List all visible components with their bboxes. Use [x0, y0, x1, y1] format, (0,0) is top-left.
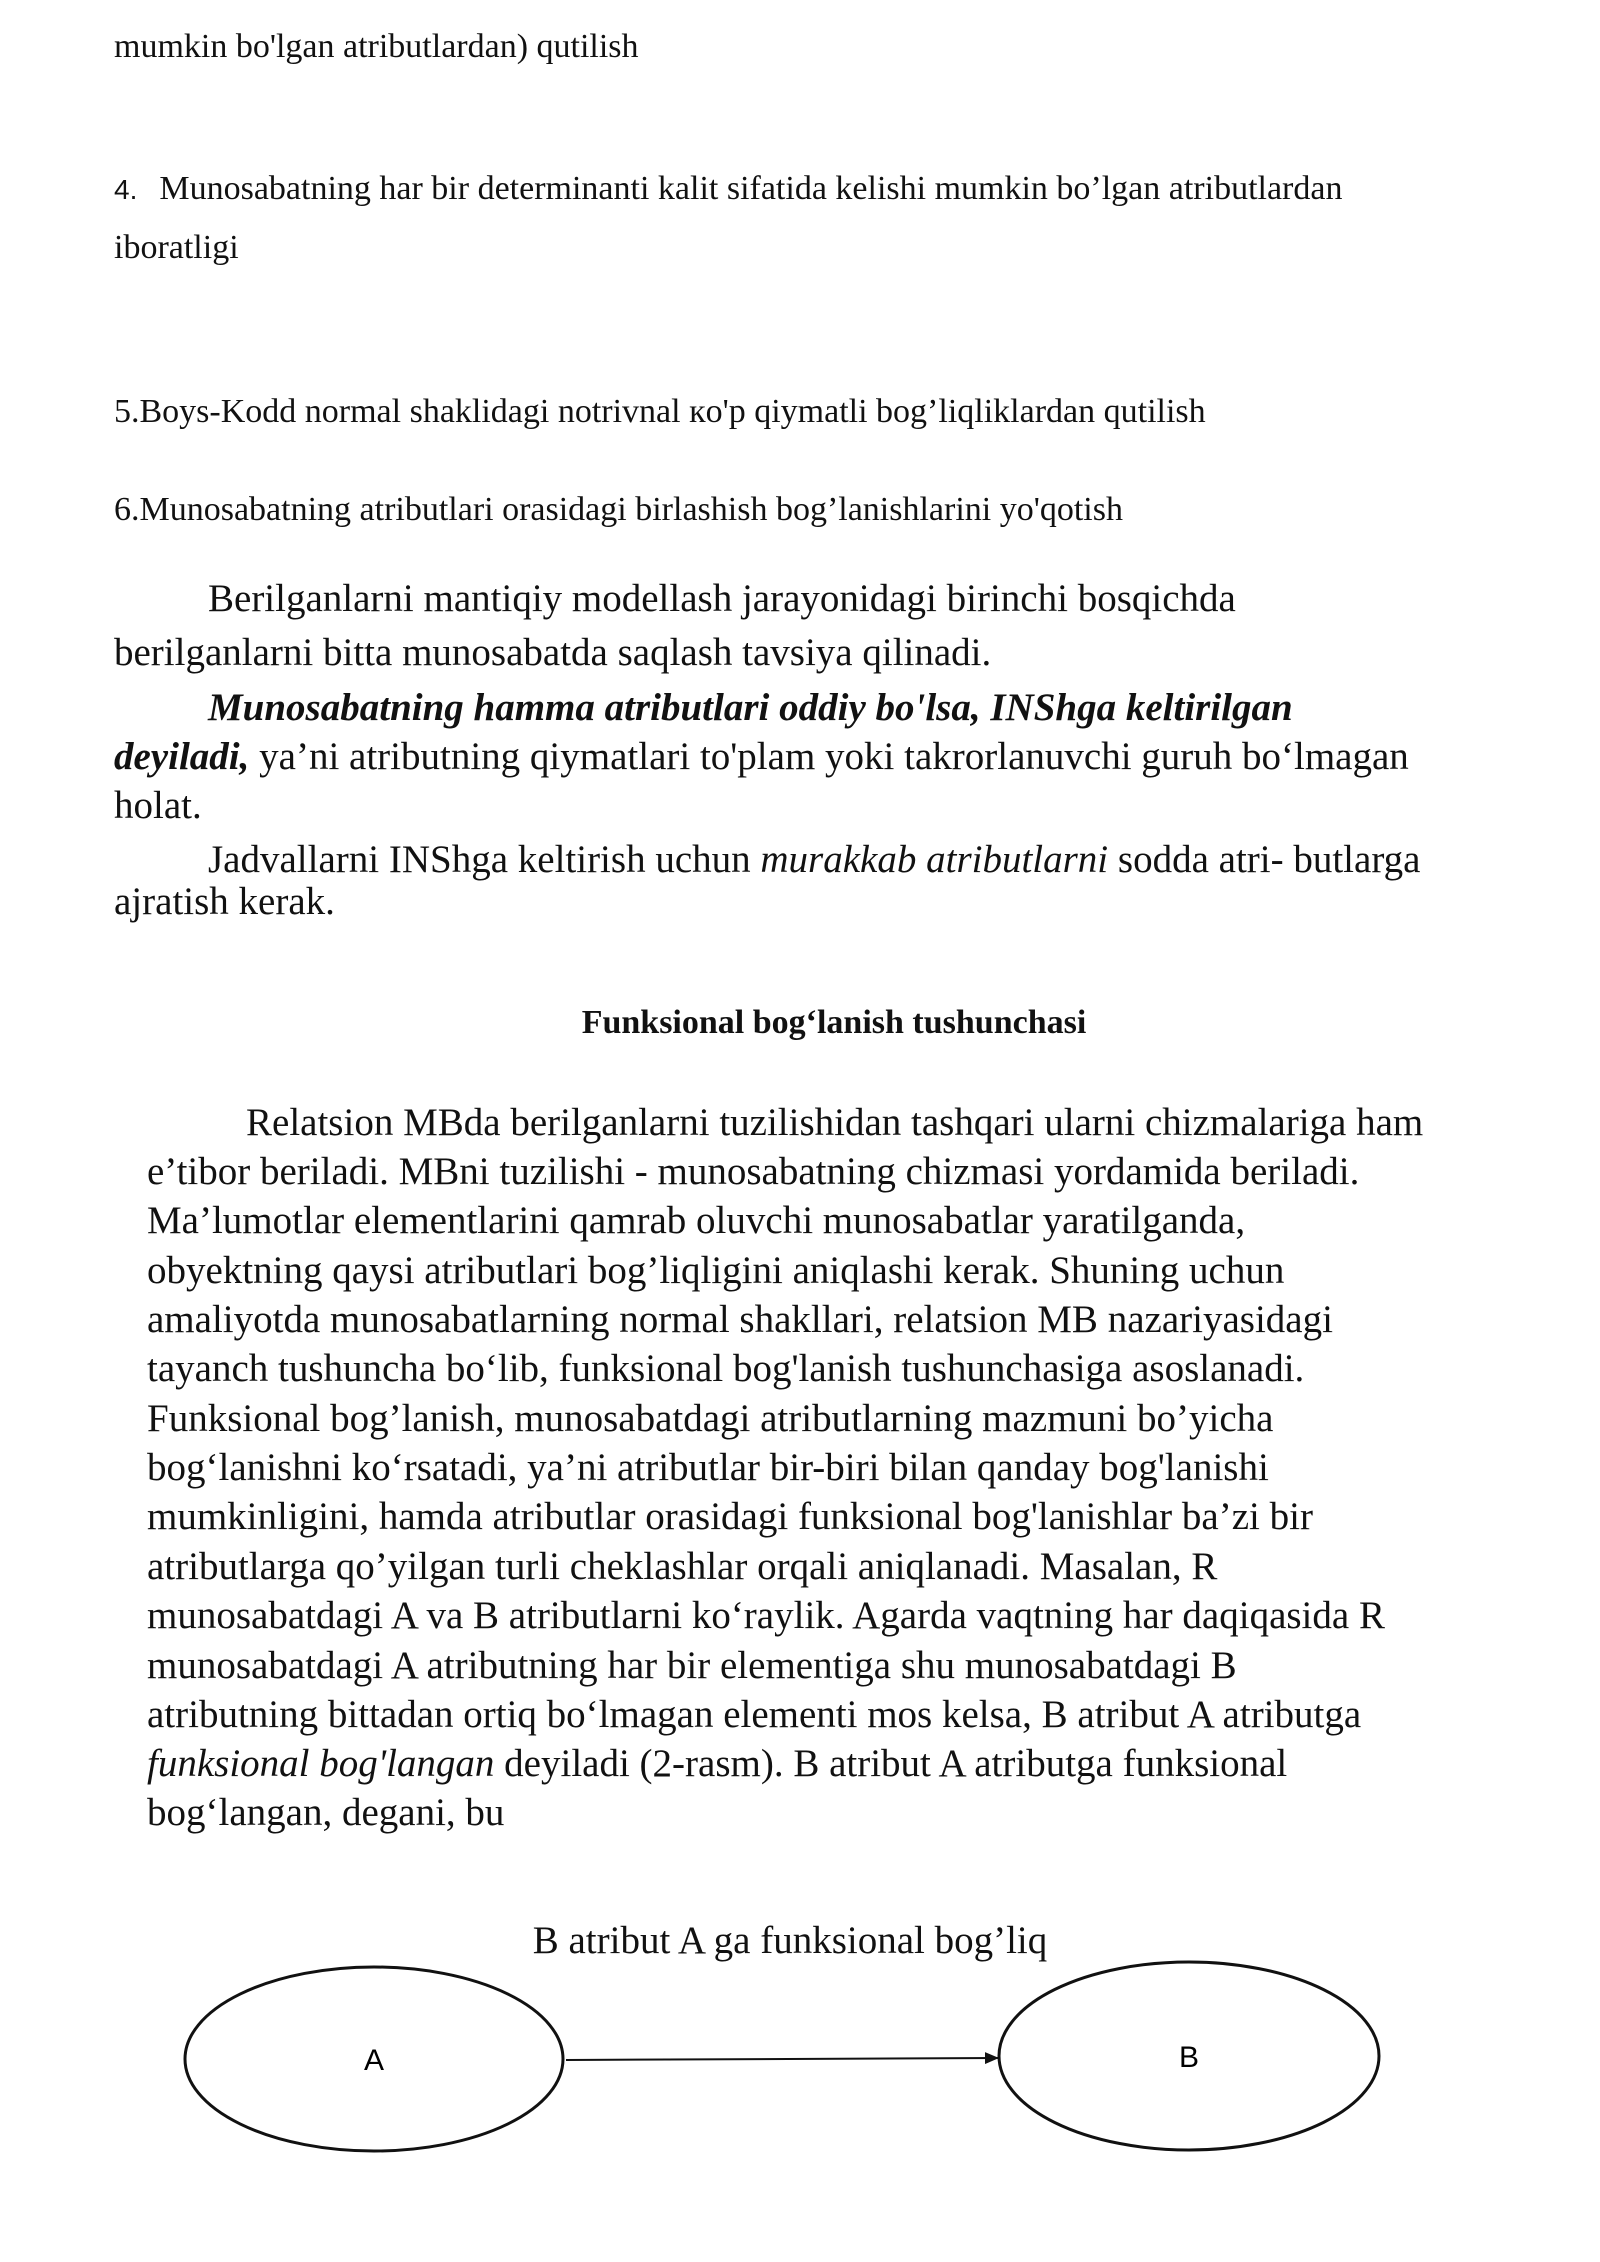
main-paragraph-line: obyektning qaysi atributlari bog’liqligini aniqlashi kerak. Shuning uchun: [147, 1249, 1285, 1292]
paragraph-3-italic-term: murakkab atributlarni: [760, 838, 1109, 881]
diagram-caption: B atribut A ga funksional bog’liq: [532, 1919, 1048, 1962]
main-paragraph-line: bog‘lanishni ko‘rsatadi, ya’ni atributlar bir-biri bilan qanday bog'lanishi: [147, 1446, 1269, 1489]
main-paragraph-line: munosabatdagi A atributning har bir elementiga shu munosabatdagi B: [147, 1644, 1237, 1687]
main-paragraph-line: atributning bittadan ortiq bo‘lmagan elementi mos kelsa, B atribut A atributga: [147, 1693, 1362, 1736]
list-item-4-number: 4.: [114, 174, 138, 205]
paragraph-1-line-2: berilganlarni bitta munosabatda saqlash tavsiya qilinadi.: [114, 631, 992, 674]
paragraph-3-text-a: Jadvallarni INShga keltirish uchun: [208, 838, 761, 881]
main-paragraph-line: tayanch tushuncha bo‘lib, funksional bog'lanish tushunchasiga asoslanadi.: [147, 1347, 1305, 1390]
main-paragraph-line: atributlarga qo’yilgan turli cheklashlar orqali aniqlanadi. Masalan, R: [147, 1545, 1218, 1588]
main-paragraph-line-rest: deyiladi (2-rasm). B atribut A atributga funksional: [494, 1742, 1288, 1785]
dependency-arrow: [566, 2058, 998, 2060]
paragraph-3-line-2: ajratish kerak.: [114, 880, 335, 923]
main-paragraph-line: Funksional bog’lanish, munosabatdagi atributlarning mazmuni bo’yicha: [147, 1397, 1274, 1440]
list-item-6: 6.Munosabatning atributlari orasidagi birlashish bog’lanishlarini yo'qotish: [114, 491, 1123, 528]
list-item-4-text: Munosabatning har bir determinanti kalit sifatida kelishi mumkin bo’lgan atributlardan: [159, 170, 1343, 207]
list-item-5: 5.Boys-Kodd normal shaklidagi notrivnal кo'p qiymatli bog’liqliklardan qutilish: [114, 393, 1206, 430]
main-paragraph-line: e’tibor beriladi. MBni tuzilishi - munosabatning chizmasi yordamida beriladi.: [147, 1150, 1360, 1193]
paragraph-3-text-b: sodda atri- butlarga: [1108, 838, 1421, 881]
paragraph-2-line-2-rest: ya’ni atributning qiymatlari to'plam yoki takrorlanuvchi guruh bo‘lmagan: [249, 735, 1409, 778]
definition-bold-line-1: Munosabatning hamma atributlari oddiy bo'lsa, INShga keltirilgan: [208, 686, 1293, 729]
main-paragraph-line: Ma’lumotlar elementlarini qamrab oluvchi munosabatlar yaratilganda,: [147, 1199, 1246, 1242]
main-paragraph-line: amaliyotda munosabatlarning normal shakllari, relatsion MB nazariyasidagi: [147, 1298, 1333, 1341]
paragraph-1-line-1: Berilganlarni mantiqiy modellash jarayonidagi birinchi bosqichda: [208, 577, 1236, 620]
list-continuation-line: mumkin bo'lgan atributlardan) qutilish: [114, 28, 639, 65]
definition-bold-line-2: deyiladi,: [114, 735, 250, 778]
node-a-label: A: [363, 2044, 385, 2077]
main-paragraph-line: mumkinligini, hamda atributlar orasidagi funksional bog'lanishlar ba’zi bir: [147, 1495, 1313, 1538]
node-b-label: B: [1178, 2041, 1200, 2074]
paragraph-2-line-3: holat.: [114, 784, 202, 827]
section-heading: Funksional bog‘lanish tushunchasi: [581, 1004, 1087, 1041]
main-paragraph-line: Relatsion MBda berilganlarni tuzilishidan tashqari ularni chizmalariga ham: [246, 1101, 1424, 1144]
list-item-4-text-cont: iboratligi: [114, 229, 239, 266]
defined-term-italic: funksional bog'langan: [147, 1742, 495, 1785]
main-paragraph-line: bog‘langan, degani, bu: [147, 1791, 505, 1834]
main-paragraph-line: munosabatdagi A va B atributlarni ko‘raylik. Agarda vaqtning har daqiqasida R: [147, 1594, 1385, 1637]
